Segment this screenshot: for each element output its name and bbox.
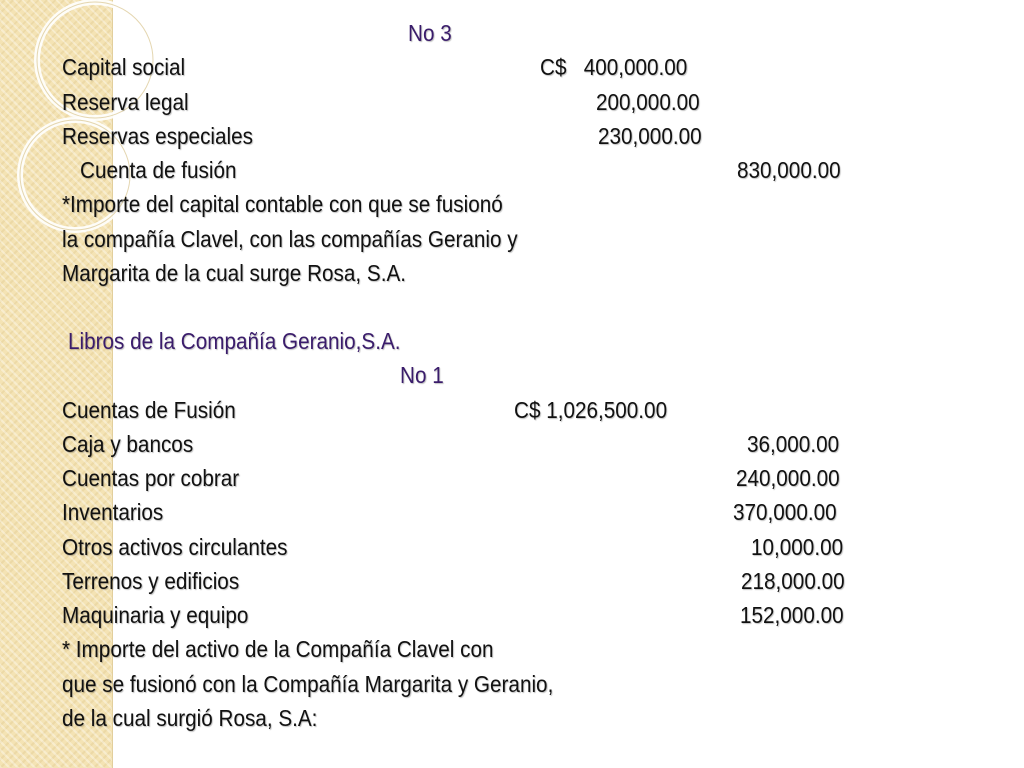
entry-3-note-line: Margarita de la cual surge Rosa, S.A. <box>62 260 407 286</box>
books-title: Libros de la Compañía Geranio,S.A. <box>68 328 401 354</box>
entry-1-heading: No 1 <box>400 362 444 388</box>
entry-1-line-credit: 240,000.00 <box>736 465 840 491</box>
entry-3-heading: No 3 <box>408 20 452 46</box>
entry-3-line-label: Capital social <box>62 54 186 80</box>
entry-1-line-credit: 218,000.00 <box>741 568 845 594</box>
entry-1-line-debit: C$ 1,026,500.00 <box>514 397 668 423</box>
entry-3-line-label: Reservas especiales <box>62 123 253 149</box>
entry-1-line-label: Cuentas por cobrar <box>62 465 240 491</box>
entry-3-line-debit: C$ 400,000.00 <box>540 54 688 80</box>
entry-1-line-credit: 36,000.00 <box>747 431 840 457</box>
entry-1-note-line: que se fusionó con la Compañía Margarita y Geranio, <box>62 671 554 697</box>
entry-1-line-credit: 152,000.00 <box>740 602 844 628</box>
entry-1-line-label: Maquinaria y equipo <box>62 602 249 628</box>
entry-1-line-label: Terrenos y edificios <box>62 568 240 594</box>
entry-3-line-label: Cuenta de fusión <box>80 157 237 183</box>
entry-1-note-line: * Importe del activo de la Compañía Clavel con <box>62 636 494 662</box>
entry-1-line-label: Caja y bancos <box>62 431 194 457</box>
entry-3-note-line: la compañía Clavel, con las compañías Geranio y <box>62 226 518 252</box>
entry-1-line-label: Otros activos circulantes <box>62 534 288 560</box>
entry-1-note-line: de la cual surgió Rosa, S.A: <box>62 705 318 731</box>
entry-1-line-label: Inventarios <box>62 499 164 525</box>
entry-3-line-credit: 830,000.00 <box>737 157 841 183</box>
entry-3-line-debit: 230,000.00 <box>598 123 702 149</box>
entry-1-line-credit: 370,000.00 <box>733 499 837 525</box>
entry-3-note-line: *Importe del capital contable con que se fusionó <box>62 191 503 217</box>
entry-1-line-label: Cuentas de Fusión <box>62 397 236 423</box>
entry-3-line-label: Reserva legal <box>62 89 189 115</box>
entry-3-line-debit: 200,000.00 <box>596 89 700 115</box>
entry-1-line-credit: 10,000.00 <box>751 534 844 560</box>
